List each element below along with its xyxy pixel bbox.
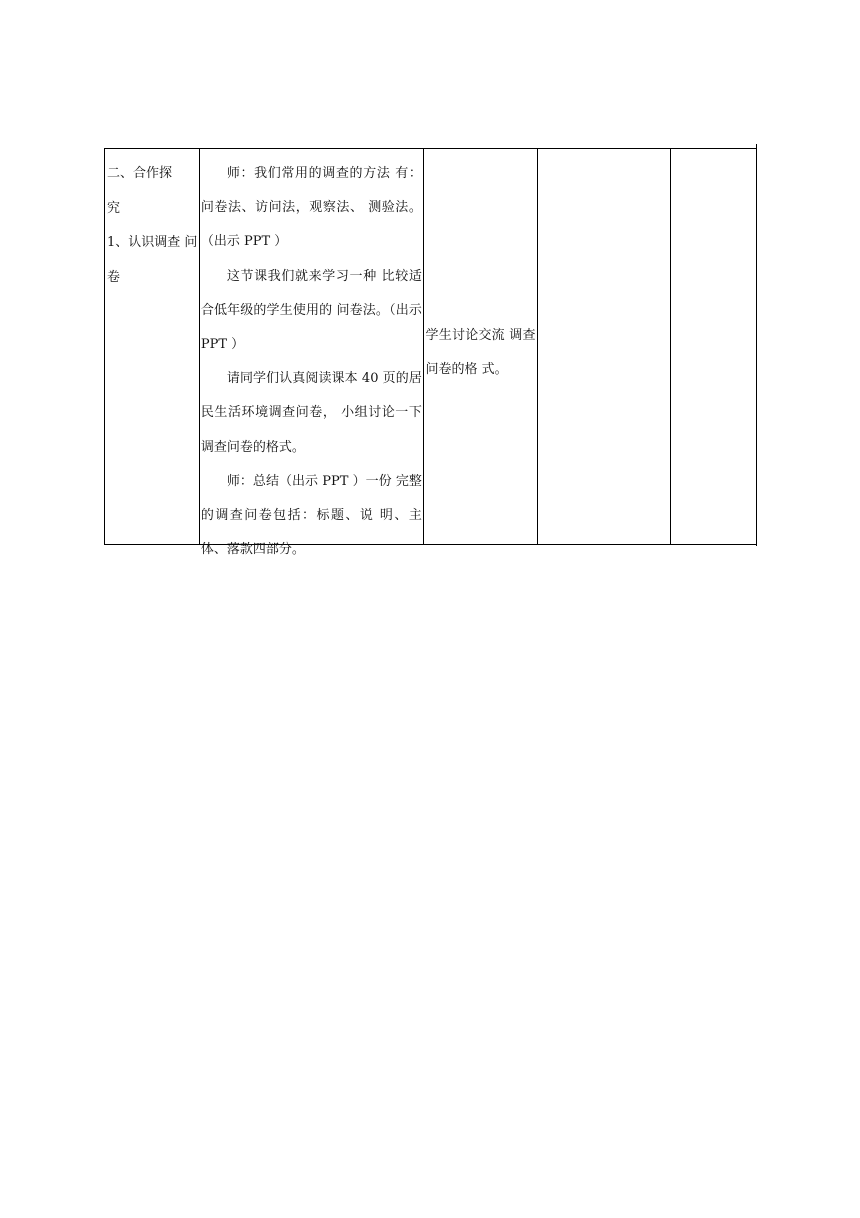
student-activity-text: 学生讨论交流 调查问卷的格 式。 <box>425 328 536 377</box>
table-right-border <box>756 144 757 546</box>
teacher-activity-cell <box>200 149 424 558</box>
design-intent-cell <box>538 149 671 544</box>
teacher-paragraph: 请同学们认真阅读课本 40 页的居民生活环境调查问卷， 小组讨论一下调查问卷的格式。 <box>200 371 422 455</box>
stage-line: 1、认识调查 问 <box>107 235 198 251</box>
student-activity-cell <box>424 149 539 544</box>
stage-line: 二、合作探 <box>107 166 173 181</box>
teacher-paragraph: 这节课我们就来学习一种 比较适合低年级的学生使用的 问卷法。（出示 PPT ） <box>200 268 422 353</box>
teacher-paragraph: 师：总结（出示 PPT ）一份 完整的调查问卷包括：标题、说 明、主体、落款四部分。 <box>200 473 422 558</box>
teacher-paragraph: 师：我们常用的调查的方法 有：问卷法、访问法，观察法、 测验法。（出示 PPT ） <box>200 166 422 250</box>
teacher-activity-text <box>201 157 422 567</box>
stage-line: 究 <box>107 200 121 216</box>
lesson-plan-table <box>104 148 756 558</box>
stage-text <box>107 157 197 295</box>
stage-cell <box>105 149 200 544</box>
notes-cell <box>671 149 756 544</box>
stage-line: 卷 <box>107 269 121 285</box>
